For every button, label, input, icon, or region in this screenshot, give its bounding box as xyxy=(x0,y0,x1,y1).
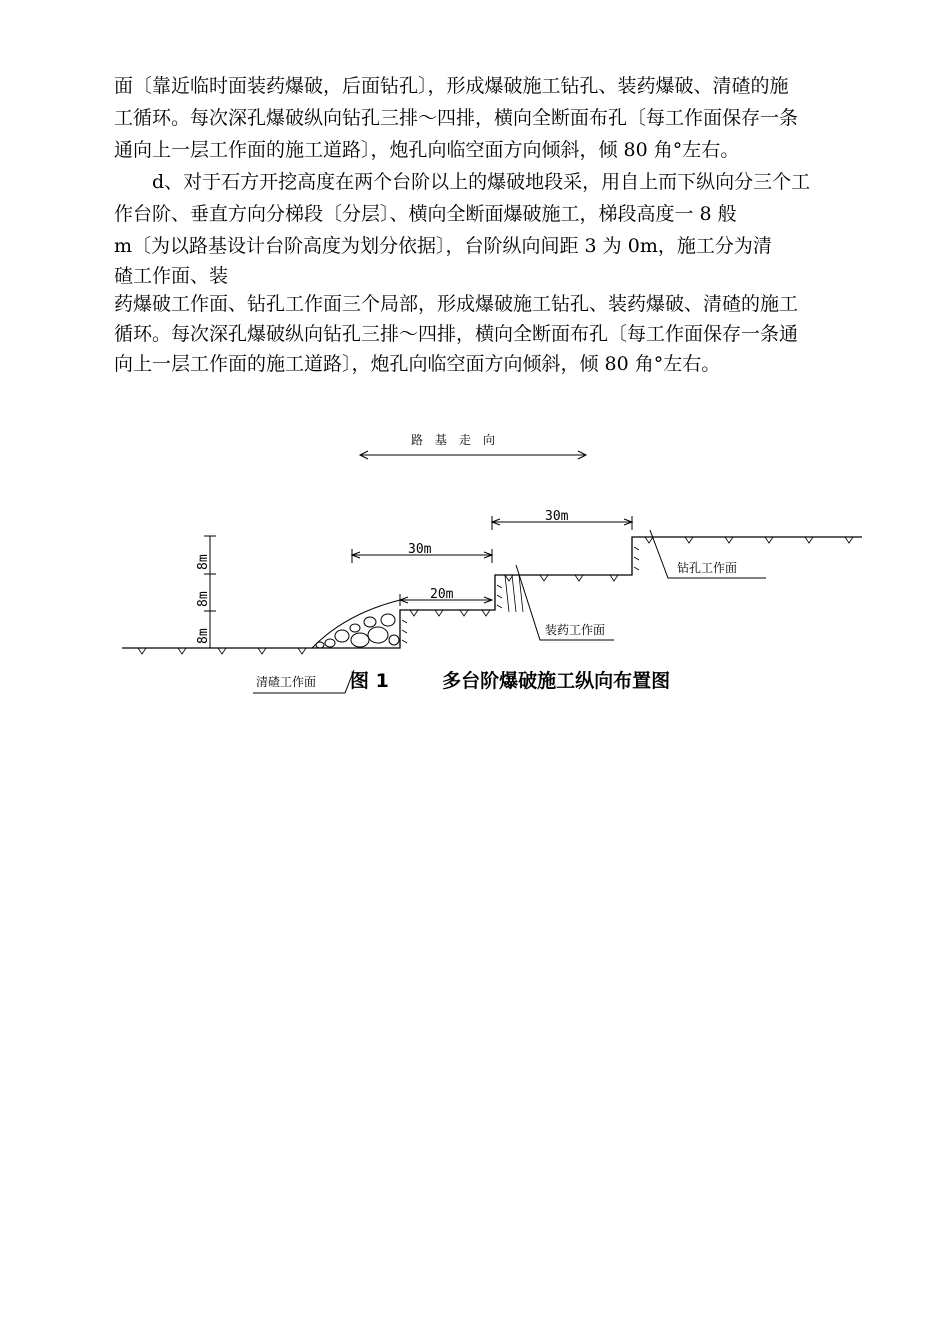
paragraph-line-3: 通向上一层工作面的施工道路〕，炮孔向临空面方向倾斜，倾 80 角°左右。 xyxy=(114,139,740,161)
paragraph-line-7: 碴工作面、装 xyxy=(114,265,229,287)
height-label-middle: 8m xyxy=(196,591,211,607)
height-label-top: 8m xyxy=(196,554,211,570)
paragraph-line-2: 工循环。每次深孔爆破纵向钻孔三排～四排，横向全断面布孔〔每工作面保存一条 xyxy=(114,107,799,129)
dim-middle-30m: 30m xyxy=(408,542,432,557)
paragraph-line-5: 作台阶、垂直方向分梯段〔分层〕、横向全断面爆破施工，梯段高度一 8 般 xyxy=(114,203,737,225)
clearing-face-label: 清碴工作面 xyxy=(256,675,317,689)
height-label-bottom: 8m xyxy=(196,628,211,644)
paragraph-line-6: m〔为以路基设计台阶高度为划分依据〕，台阶纵向间距 3 为 0m，施工分为清 xyxy=(114,235,772,257)
figure-title: 多台阶爆破施工纵向布置图 xyxy=(442,670,671,692)
paragraph-line-10: 向上一层工作面的施工道路〕，炮孔向临空面方向倾斜，倾 80 角°左右。 xyxy=(114,353,721,375)
charging-face-label: 装药工作面 xyxy=(545,623,606,637)
paragraph-line-9: 循环。每次深孔爆破纵向钻孔三排～四排，横向全断面布孔〔每工作面保存一条通 xyxy=(114,323,799,345)
direction-label: 路 基 走 向 xyxy=(411,433,496,447)
paragraph-line-8: 药爆破工作面、钻孔工作面三个局部，形成爆破施工钻孔、装药爆破、清碴的施工 xyxy=(114,293,799,315)
paragraph-line-1: 面〔靠近临时面装药爆破，后面钻孔〕，形成爆破施工钻孔、装药爆破、清碴的施 xyxy=(114,75,789,97)
dim-upper-30m: 30m xyxy=(545,509,569,524)
paragraph-line-4: d、对于石方开挖高度在两个台阶以上的爆破地段采，用自上而下纵向分三个工 xyxy=(152,171,811,193)
figure-caption xyxy=(350,666,670,693)
dim-lower-20m: 20m xyxy=(430,587,454,602)
figure-number: 图 1 xyxy=(350,670,389,692)
drilling-face-label: 钻孔工作面 xyxy=(677,561,738,575)
